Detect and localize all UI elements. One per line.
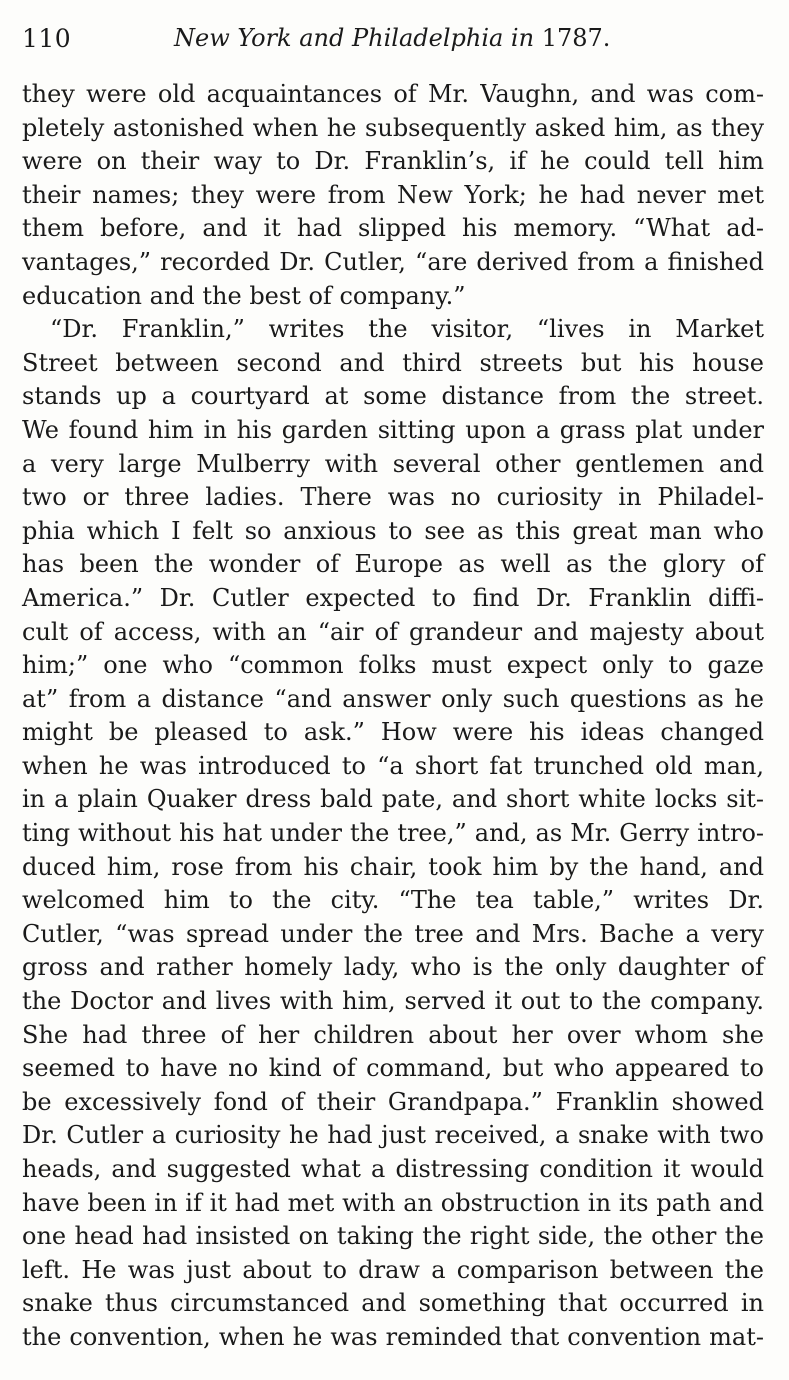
text-line: cult of access, with an “air of grandeur and majesty about xyxy=(22,617,764,646)
text-line: the convention, when he was reminded that convention mat- xyxy=(22,1322,764,1351)
text-line: Street between second and third streets but his house xyxy=(22,348,764,377)
text-line: were on their way to Dr. Franklin’s, if he could tell him xyxy=(22,147,764,176)
text-line: welcomed him to the city. “The tea table,” writes Dr. xyxy=(22,886,764,915)
text-line: in a plain Quaker dress bald pate, and short white locks sit- xyxy=(22,785,764,814)
text-line: duced him, rose from his chair, took him by the hand, and xyxy=(22,852,764,881)
text-line: be excessively fond of their Grandpapa.” Franklin showed xyxy=(22,1087,764,1116)
text-line: a very large Mulberry with several other gentlemen and xyxy=(22,449,764,478)
text-line: education and the best of company.” xyxy=(22,281,466,310)
text-line: heads, and suggested what a distressing condition it would xyxy=(22,1155,764,1183)
page-header xyxy=(22,24,764,60)
text-line: they were old acquaintances of Mr. Vaughn, and was com- xyxy=(22,80,764,108)
text-line: at” from a distance “and answer only such questions as he xyxy=(22,684,764,713)
text-line: gross and rather homely lady, who is the only daughter of xyxy=(22,953,764,982)
text-line: their names; they were from New York; he had never met xyxy=(22,180,764,209)
text-line: pletely astonished when he subsequently asked him, as they xyxy=(22,113,764,142)
text-line: might be pleased to ask.” How were his ideas changed xyxy=(22,718,764,747)
text-line: stands up a courtyard at some distance from the street. xyxy=(22,382,764,411)
text-line: America.” Dr. Cutler expected to find Dr. Franklin diffi- xyxy=(22,583,764,612)
text-line: two or three ladies. There was no curiosity in Philadel- xyxy=(22,483,764,512)
text-line: vantages,” recorded Dr. Cutler, “are derived from a finished xyxy=(22,247,764,276)
page-number: 110 xyxy=(22,24,72,53)
text-line: left. He was just about to draw a comparison between the xyxy=(22,1255,764,1284)
text-line: Dr. Cutler a curiosity he had just received, a snake with two xyxy=(22,1121,764,1150)
running-head-title: New York and Philadelphia in xyxy=(174,24,535,52)
text-line: has been the wonder of Europe as well as the glory of xyxy=(22,550,764,579)
text-line: “Dr. Franklin,” writes the visitor, “lives in Market xyxy=(50,315,764,344)
text-line: seemed to have no kind of command, but who appeared to xyxy=(22,1054,764,1083)
running-head-year: 1787. xyxy=(541,24,611,52)
body-text xyxy=(22,78,764,1355)
text-line: ting without his hat under the tree,” and, as Mr. Gerry intro- xyxy=(22,819,764,848)
text-line: She had three of her children about her over whom she xyxy=(22,1020,764,1049)
text-line: snake thus circumstanced and something that occurred in xyxy=(22,1289,764,1318)
text-line: the Doctor and lives with him, served it out to the company. xyxy=(22,987,764,1016)
text-line: him;” one who “common folks must expect only to gaze xyxy=(22,651,764,680)
text-line: one head had insisted on taking the right side, the other the xyxy=(22,1222,764,1251)
running-head xyxy=(174,24,610,52)
text-line: when he was introduced to “a short fat trunched old man, xyxy=(22,751,764,780)
text-line: Cutler, “was spread under the tree and Mrs. Bache a very xyxy=(22,919,764,948)
text-line: phia which I felt so anxious to see as this great man who xyxy=(22,516,764,545)
text-line: them before, and it had slipped his memory. “What ad- xyxy=(22,214,764,243)
text-line: have been in if it had met with an obstruction in its path and xyxy=(22,1188,764,1217)
text-line: We found him in his garden sitting upon a grass plat under xyxy=(22,415,764,444)
